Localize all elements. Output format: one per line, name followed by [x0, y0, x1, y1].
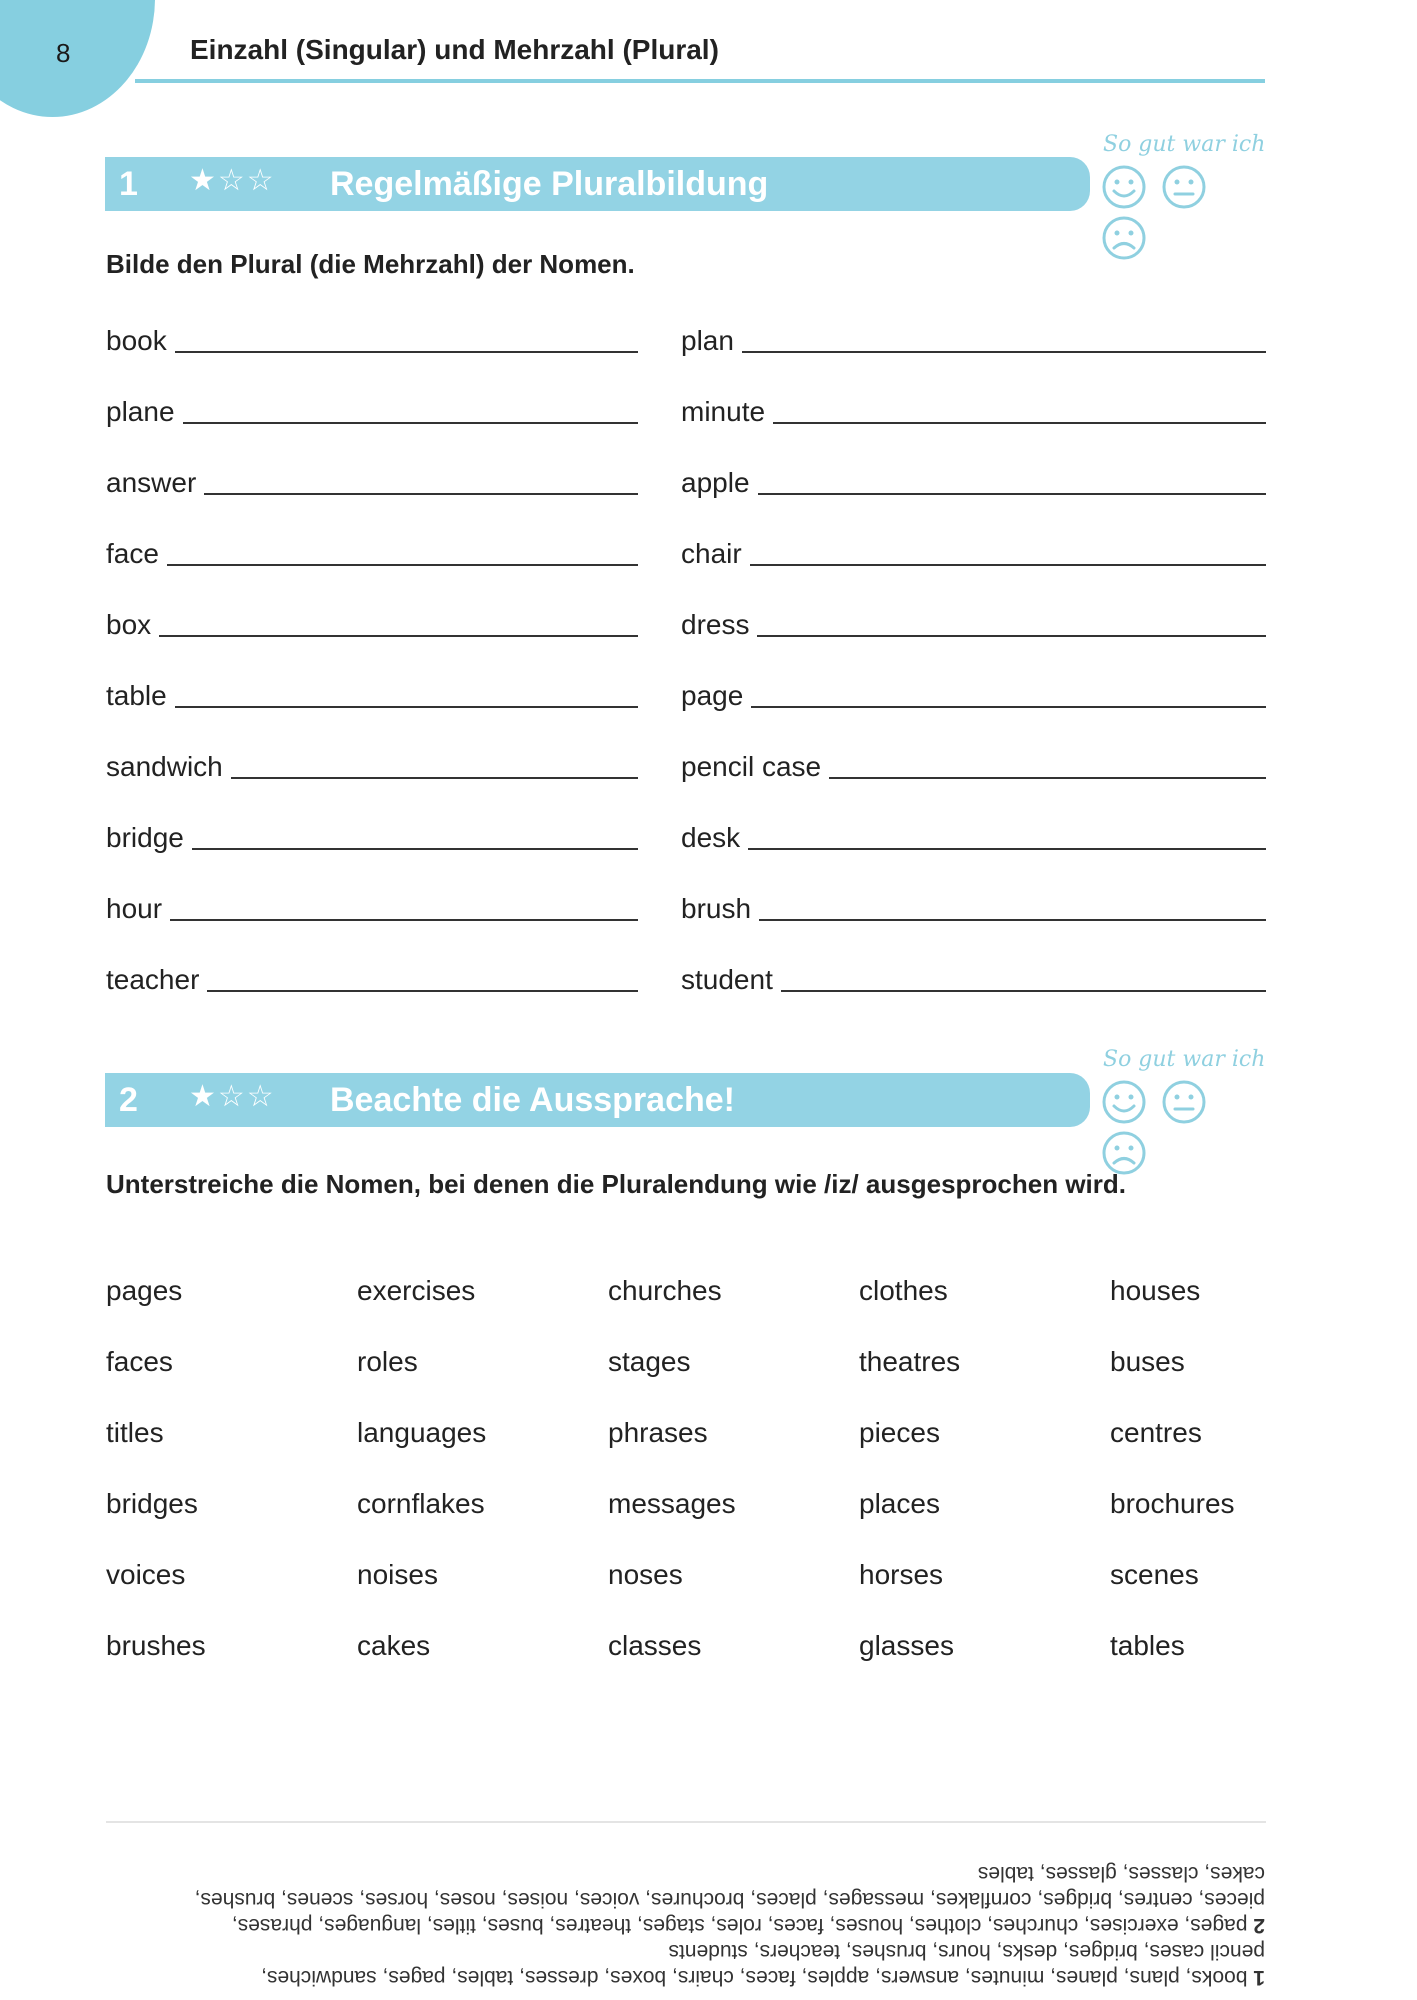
rating-label: So gut war ich	[1103, 132, 1266, 157]
plural-word[interactable]: noises	[357, 1559, 438, 1590]
noun-label: apple	[681, 467, 750, 498]
answer-number: 1	[1253, 1966, 1265, 1989]
plural-word[interactable]: titles	[106, 1417, 164, 1448]
answer-line[interactable]	[750, 564, 1266, 566]
answer-line[interactable]	[159, 635, 638, 637]
answer-text: books, plans, planes, minutes, answers, apples, faces, chairs, boxes, dresses, tables, pages, sandwiches,	[261, 1966, 1248, 1989]
plural-word[interactable]: noses	[608, 1559, 683, 1590]
answer-number: 2	[1253, 1914, 1265, 1937]
answer-line[interactable]	[742, 351, 1266, 353]
answer-line[interactable]	[175, 351, 638, 353]
exercise-item-right-5	[681, 670, 1266, 710]
answer-line[interactable]	[207, 990, 638, 992]
plural-word[interactable]: places	[859, 1488, 940, 1519]
exercise-item-left-0	[106, 315, 638, 355]
noun-label: dress	[681, 609, 750, 640]
exercise-item-right-9	[681, 954, 1266, 994]
plural-word[interactable]: messages	[608, 1488, 736, 1519]
plural-word[interactable]: classes	[608, 1630, 702, 1661]
plural-word[interactable]: exercises	[357, 1275, 476, 1306]
plural-word[interactable]: churches	[608, 1275, 722, 1306]
plural-word[interactable]: languages	[357, 1417, 487, 1448]
page-title: Einzahl (Singular) und Mehrzahl (Plural)	[190, 34, 719, 65]
exercise-item-right-6	[681, 741, 1266, 781]
section-number: 1	[119, 165, 138, 203]
sad-face-icon[interactable]	[1101, 215, 1147, 261]
answer-line[interactable]	[183, 422, 638, 424]
plural-word[interactable]: glasses	[859, 1630, 954, 1661]
exercise-item-right-7	[681, 812, 1266, 852]
plural-word[interactable]: bridges	[106, 1488, 198, 1519]
rating-section-2	[1095, 1047, 1270, 1147]
exercise-item-left-2	[106, 457, 638, 497]
answer-line[interactable]	[170, 919, 638, 921]
exercise-item-right-8	[681, 883, 1266, 923]
noun-label: box	[106, 609, 152, 640]
exercise-item-left-7	[106, 812, 638, 852]
plural-word[interactable]: buses	[1110, 1346, 1185, 1377]
answer-text: pieces, centres, bridges, cornflakes, messages, places, brochures, voices, noises, noses, horses, scenes, brushes,	[194, 1888, 1265, 1911]
noun-label: student	[681, 964, 773, 995]
exercise-item-left-5	[106, 670, 638, 710]
plural-word[interactable]: stages	[608, 1346, 691, 1377]
corner-decoration	[0, 0, 155, 117]
plural-word[interactable]: clothes	[859, 1275, 948, 1306]
noun-label: pencil case	[681, 751, 822, 782]
plural-word[interactable]: brushes	[106, 1630, 206, 1661]
noun-label: hour	[106, 893, 163, 924]
footer-divider	[106, 1821, 1266, 1823]
noun-label: teacher	[106, 964, 200, 995]
plural-word[interactable]: theatres	[859, 1346, 961, 1377]
plural-word[interactable]: brochures	[1110, 1488, 1235, 1519]
noun-label: brush	[681, 893, 752, 924]
exercise-item-right-2	[681, 457, 1266, 497]
noun-label: answer	[106, 467, 197, 498]
answer-text: cakes, classes, glasses, tables	[977, 1862, 1265, 1885]
happy-face-icon[interactable]	[1101, 164, 1147, 210]
noun-label: bridge	[106, 822, 184, 853]
plural-word[interactable]: cornflakes	[357, 1488, 485, 1519]
header-divider	[135, 79, 1265, 83]
section-2-header	[105, 1073, 1090, 1127]
noun-label: table	[106, 680, 167, 711]
exercise-item-right-0	[681, 315, 1266, 355]
plural-word[interactable]: cakes	[357, 1630, 431, 1661]
exercise-item-left-6	[106, 741, 638, 781]
plural-word[interactable]: voices	[106, 1559, 186, 1590]
neutral-face-icon[interactable]	[1161, 164, 1207, 210]
noun-label: sandwich	[106, 751, 223, 782]
plural-word[interactable]: faces	[106, 1346, 173, 1377]
noun-label: plane	[106, 396, 175, 427]
page-number: 8	[56, 38, 71, 68]
plural-word[interactable]: horses	[859, 1559, 944, 1590]
section-1-header	[105, 157, 1090, 211]
exercise-item-left-9	[106, 954, 638, 994]
plural-word[interactable]: scenes	[1110, 1559, 1199, 1590]
exercise-item-right-4	[681, 599, 1266, 639]
plural-word[interactable]: roles	[357, 1346, 418, 1377]
plural-word[interactable]: tables	[1110, 1630, 1185, 1661]
answer-line[interactable]	[759, 919, 1266, 921]
answer-line[interactable]	[748, 848, 1266, 850]
answer-line[interactable]	[167, 564, 638, 566]
answer-line[interactable]	[781, 990, 1266, 992]
answer-line[interactable]	[751, 706, 1266, 708]
noun-label: plan	[681, 325, 734, 356]
answer-line[interactable]	[192, 848, 638, 850]
section-number: 2	[119, 1081, 138, 1119]
answer-line[interactable]	[758, 493, 1266, 495]
plural-word[interactable]: pieces	[859, 1417, 940, 1448]
section-2-instruction: Unterstreiche die Nomen, bei denen die Pluralendung wie /iz/ ausgesprochen wird.	[106, 1169, 1126, 1199]
difficulty-stars-icon: ★☆☆	[189, 164, 276, 197]
answer-key	[120, 1840, 1265, 1990]
answer-2	[120, 1912, 1265, 1938]
rating-section-1	[1095, 132, 1270, 232]
exercise-item-right-3	[681, 528, 1266, 568]
answer-line[interactable]	[231, 777, 638, 779]
happy-face-icon[interactable]	[1101, 1079, 1147, 1125]
answer-line[interactable]	[175, 706, 638, 708]
neutral-face-icon[interactable]	[1161, 1079, 1207, 1125]
plural-word[interactable]: centres	[1110, 1417, 1202, 1448]
exercise-item-right-1	[681, 386, 1266, 426]
answer-1	[120, 1964, 1265, 1990]
answer-line[interactable]	[204, 493, 638, 495]
plural-word[interactable]: phrases	[608, 1417, 708, 1448]
exercise-item-left-8	[106, 883, 638, 923]
noun-label: page	[681, 680, 744, 711]
answer-text: pencil cases, bridges, desks, hours, brushes, teachers, students	[668, 1940, 1265, 1963]
noun-label: minute	[681, 396, 766, 427]
noun-label: book	[106, 325, 167, 356]
rating-label: So gut war ich	[1103, 1047, 1266, 1072]
section-title: Regelmäßige Pluralbildung	[330, 165, 769, 203]
section-1-instruction: Bilde den Plural (die Mehrzahl) der Nomen.	[106, 249, 635, 279]
answer-line[interactable]	[829, 777, 1266, 779]
answer-text: pages, exercises, churches, clothes, houses, faces, roles, stages, theatres, buses, titles, languages, phrases,	[231, 1914, 1248, 1937]
noun-label: chair	[681, 538, 742, 569]
noun-label: desk	[681, 822, 741, 853]
answer-line[interactable]	[757, 635, 1266, 637]
noun-label: face	[106, 538, 159, 569]
exercise-item-left-3	[106, 528, 638, 568]
plural-word[interactable]: houses	[1110, 1275, 1201, 1306]
difficulty-stars-icon: ★☆☆	[189, 1080, 276, 1113]
answer-line[interactable]	[773, 422, 1266, 424]
plural-word[interactable]: pages	[106, 1275, 183, 1306]
section-title: Beachte die Aussprache!	[330, 1081, 735, 1119]
exercise-item-left-1	[106, 386, 638, 426]
exercise-item-left-4	[106, 599, 638, 639]
